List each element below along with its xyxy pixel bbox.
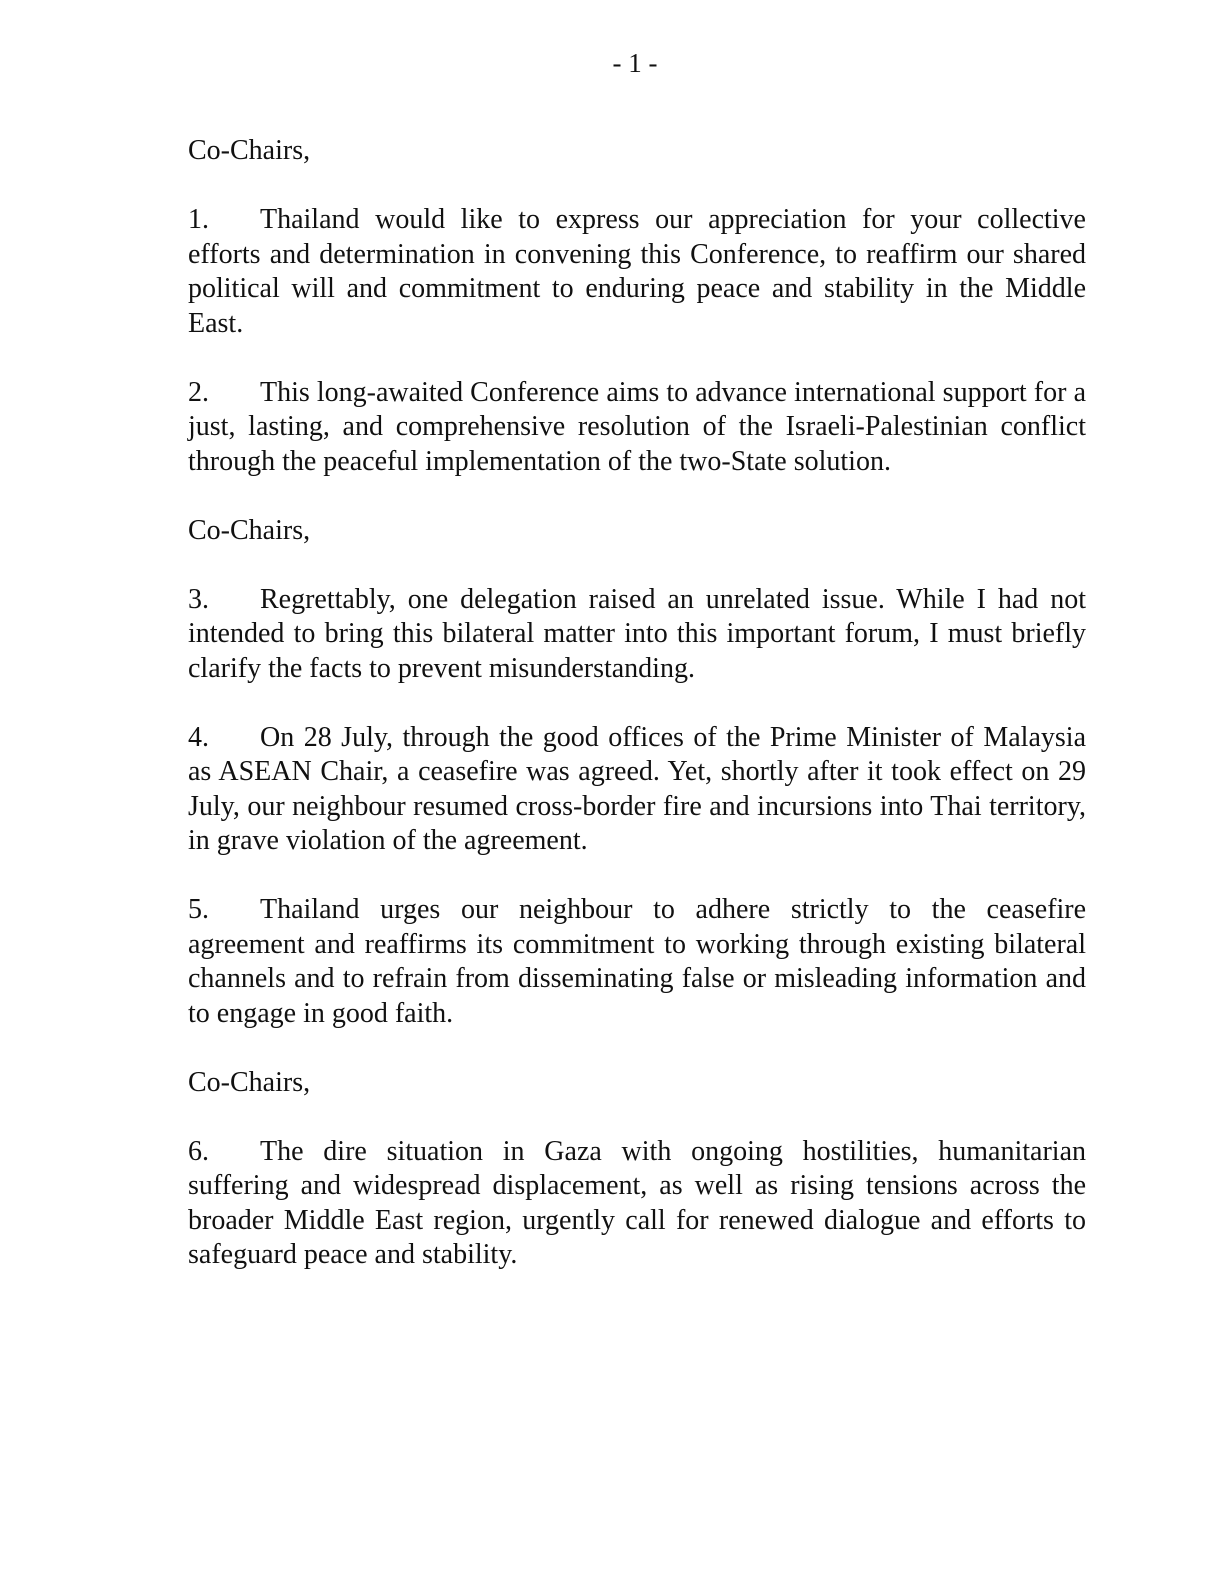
salutation: Co-Chairs,: [188, 514, 311, 546]
document-body: [188, 134, 1086, 1273]
paragraph-text: On 28 July, through the good offices of the Prime Minister of Malaysia as ASEAN Chair, a ceasefire was agreed. Yet, shortly after it took effect on 29 July, our neighbour resumed cross-border fire and incursions into Thai territory, in grave violation of the agreement.: [188, 721, 1086, 856]
paragraph-4: [188, 721, 1086, 859]
paragraph-number: 5.: [188, 894, 209, 925]
paragraph-text: Thailand would like to express our appreciation for your collective efforts and determination in convening this Conference, to reaffirm our shared political will and commitment to enduring peace and stability in the Middle East.: [188, 204, 1086, 339]
paragraph-number: 1.: [188, 204, 209, 235]
paragraph-text: The dire situation in Gaza with ongoing hostilities, humanitarian suffering and widespread displacement, as well as rising tensions across the broader Middle East region, urgently call for renewed dialogue and efforts to safeguard peace and stability.: [188, 1135, 1086, 1270]
paragraph-text: This long-awaited Conference aims to advance international support for a just, lasting, and comprehensive resolution of the Israeli-Palestinian conflict through the peaceful implementation of the two-State solution.: [188, 376, 1086, 477]
paragraph-number: 3.: [188, 583, 209, 615]
paragraph-number: 4.: [188, 721, 209, 753]
salutation: Co-Chairs,: [188, 135, 311, 166]
paragraph-3: [188, 583, 1086, 687]
page-number: - 1 -: [612, 48, 658, 78]
paragraph-6: [188, 1135, 1086, 1273]
paragraph-5: [188, 893, 1086, 1031]
paragraph-number: 2.: [188, 376, 209, 408]
salutation: Co-Chairs,: [188, 1066, 311, 1098]
paragraph-text: Thailand urges our neighbour to adhere strictly to the ceasefire agreement and reaffirms its commitment to working through existing bilateral channels and to refrain from disseminating false or misleading information and to engage in good faith.: [188, 894, 1086, 1029]
paragraph-text: Regrettably, one delegation raised an unrelated issue. While I had not intended to bring this bilateral matter into this important forum, I must briefly clarify the facts to prevent misunderstanding.: [188, 583, 1086, 684]
paragraph-1: [188, 203, 1086, 341]
paragraph-number: 6.: [188, 1135, 209, 1167]
paragraph-2: [188, 376, 1086, 480]
